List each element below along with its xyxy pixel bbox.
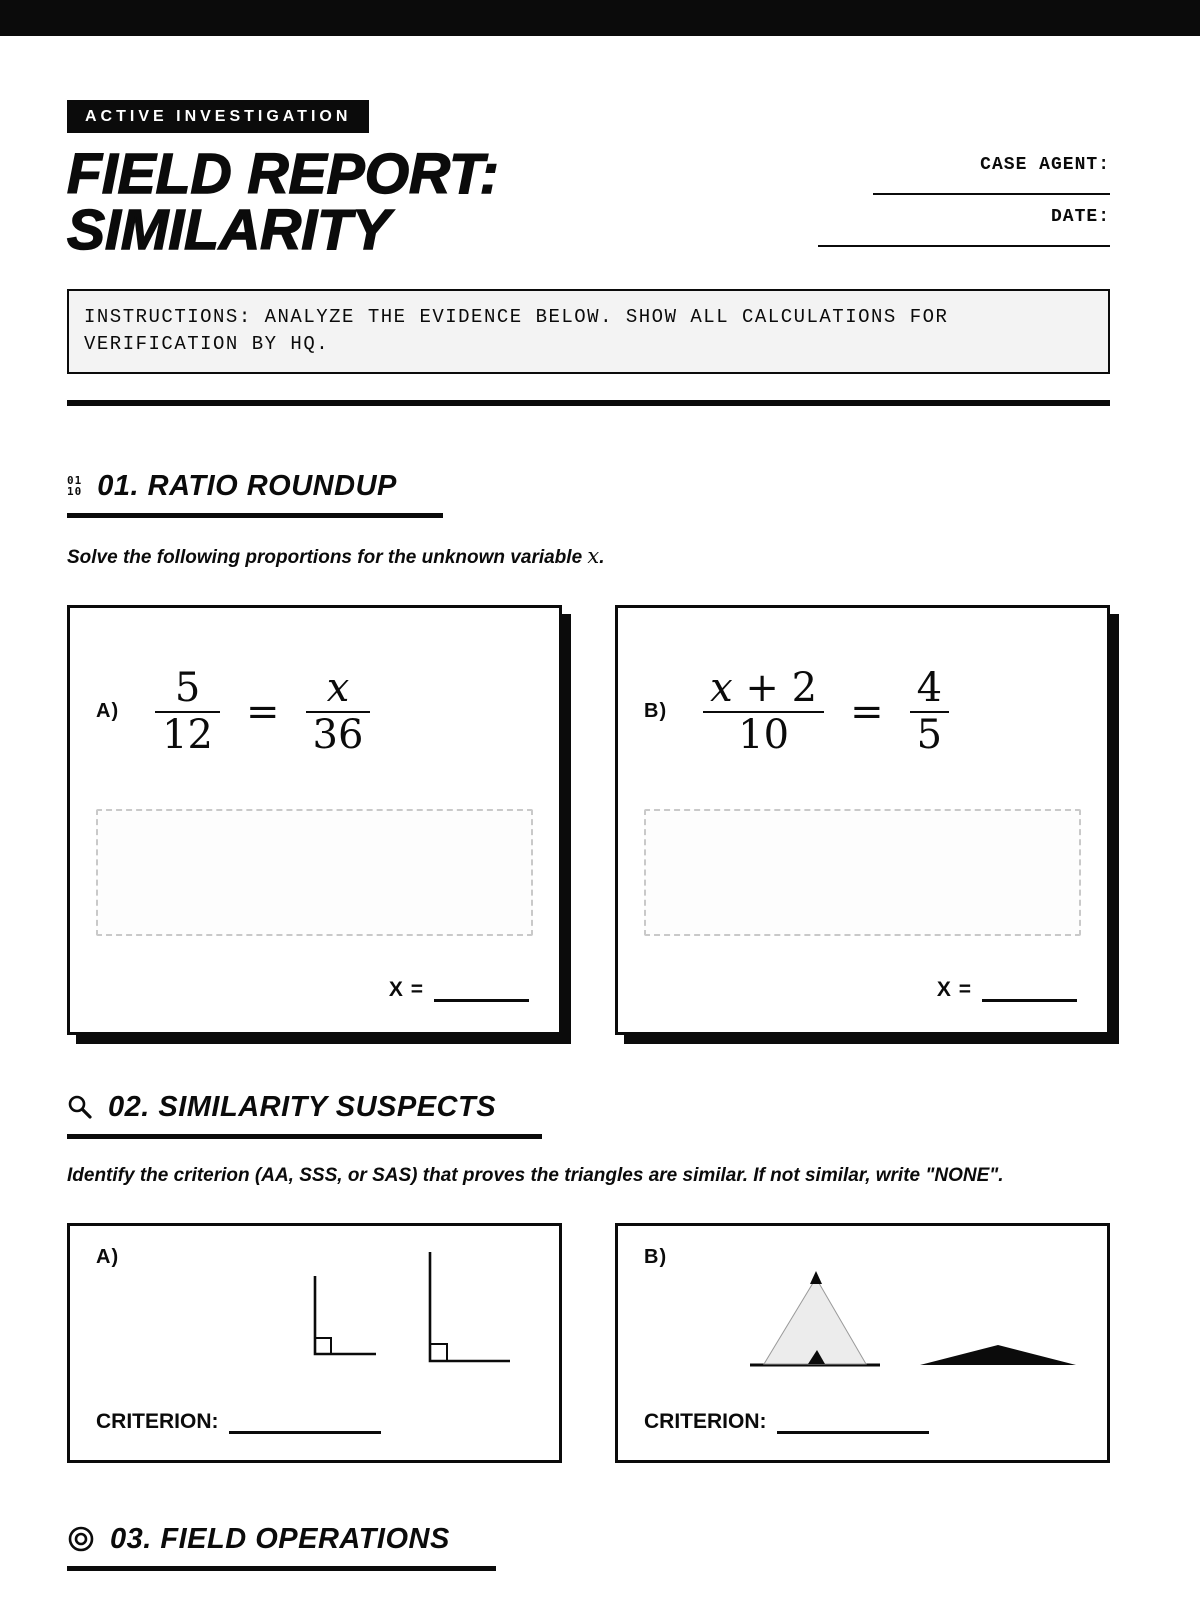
case-info-block bbox=[818, 147, 1110, 259]
proportion-problems bbox=[67, 605, 1110, 1035]
section-similarity-suspects bbox=[67, 1091, 1110, 1463]
title-line-1: FIELD REPORT: bbox=[67, 142, 499, 206]
criterion-row bbox=[96, 1410, 381, 1434]
fraction-numerator bbox=[703, 666, 824, 711]
fraction bbox=[703, 666, 824, 758]
active-investigation-badge: ACTIVE INVESTIGATION bbox=[67, 100, 369, 133]
problem-b-label: B) bbox=[644, 700, 668, 723]
equation-b bbox=[644, 608, 1081, 758]
magnifier-icon bbox=[67, 1094, 93, 1120]
page-title bbox=[67, 142, 499, 262]
suspect-a-label: A) bbox=[96, 1245, 120, 1268]
answer-blank[interactable] bbox=[982, 978, 1077, 1002]
date-label: DATE: bbox=[1050, 207, 1110, 227]
section-1-heading bbox=[67, 470, 443, 518]
numerator-rest: + 2 bbox=[732, 664, 818, 711]
binary-icon bbox=[67, 475, 82, 498]
fraction-denominator: 12 bbox=[162, 711, 214, 758]
instructions-box: INSTRUCTIONS: ANALYZE THE EVIDENCE BELOW. SHOW ALL CALCULATIONS FOR VERIFICATION BY HQ. bbox=[67, 289, 1110, 374]
date-blank[interactable] bbox=[818, 227, 1110, 247]
suspect-box-b bbox=[615, 1223, 1110, 1463]
numerator-variable: x bbox=[710, 664, 733, 711]
work-area[interactable] bbox=[96, 809, 533, 936]
section-2-title: 02. SIMILARITY SUSPECTS bbox=[108, 1090, 497, 1123]
section-ratio-roundup bbox=[67, 470, 1110, 1035]
right-angle-figures bbox=[80, 1244, 530, 1394]
suspect-b-label: B) bbox=[644, 1245, 668, 1268]
title-line-2: SIMILARITY bbox=[67, 197, 390, 262]
similarity-problems bbox=[67, 1223, 1110, 1463]
fraction-denominator: 36 bbox=[312, 711, 364, 758]
section-2-prompt: Identify the criterion (AA, SSS, or SAS) that proves the triangles are similar. If not similar, write "NONE". bbox=[67, 1164, 1004, 1186]
equals-sign: = bbox=[246, 688, 280, 735]
triangle-figures bbox=[628, 1244, 1088, 1394]
binary-icon-line1: 01 bbox=[67, 473, 83, 487]
section-field-operations bbox=[67, 1523, 1110, 1571]
fraction-numerator: 4 bbox=[916, 664, 943, 711]
fraction bbox=[306, 666, 371, 758]
answer-row bbox=[937, 978, 1077, 1002]
section-1-title: 01. RATIO ROUNDUP bbox=[97, 469, 397, 502]
equation-a bbox=[96, 608, 533, 758]
section-3-title: 03. FIELD OPERATIONS bbox=[110, 1522, 450, 1555]
criterion-label: CRITERION: bbox=[644, 1409, 767, 1433]
section-divider bbox=[67, 400, 1110, 406]
fraction bbox=[155, 666, 220, 758]
answer-label: X = bbox=[936, 977, 972, 1001]
fraction bbox=[910, 666, 949, 758]
fraction-numerator: x bbox=[326, 664, 350, 711]
criterion-label: CRITERION: bbox=[96, 1409, 219, 1433]
section-2-heading bbox=[67, 1091, 542, 1139]
problem-box-a bbox=[67, 605, 562, 1035]
criterion-blank[interactable] bbox=[777, 1412, 929, 1434]
case-agent-blank[interactable] bbox=[873, 175, 1110, 195]
equals-sign: = bbox=[850, 688, 884, 735]
binary-icon-line2: 10 bbox=[67, 485, 83, 499]
work-area[interactable] bbox=[644, 809, 1081, 936]
suspect-box-a bbox=[67, 1223, 562, 1463]
answer-label: X = bbox=[388, 977, 424, 1001]
case-agent-label: CASE AGENT: bbox=[980, 155, 1110, 175]
fraction-numerator: 5 bbox=[174, 664, 201, 711]
target-icon bbox=[67, 1525, 95, 1553]
answer-row bbox=[389, 978, 529, 1002]
criterion-row bbox=[644, 1410, 929, 1434]
section-3-heading bbox=[67, 1523, 496, 1571]
criterion-blank[interactable] bbox=[229, 1412, 381, 1434]
worksheet-page bbox=[0, 36, 1200, 1571]
answer-blank[interactable] bbox=[434, 978, 529, 1002]
top-black-bar bbox=[0, 0, 1200, 36]
problem-a-label: A) bbox=[96, 700, 120, 723]
problem-box-b bbox=[615, 605, 1110, 1035]
section-1-prompt bbox=[67, 544, 1110, 569]
fraction-denominator: 5 bbox=[916, 711, 943, 758]
header bbox=[67, 142, 1110, 262]
prompt-variable: x bbox=[587, 543, 600, 568]
fraction-denominator: 10 bbox=[738, 711, 790, 758]
prompt-period: . bbox=[599, 546, 605, 568]
prompt-text: Solve the following proportions for the unknown variable bbox=[67, 546, 588, 568]
